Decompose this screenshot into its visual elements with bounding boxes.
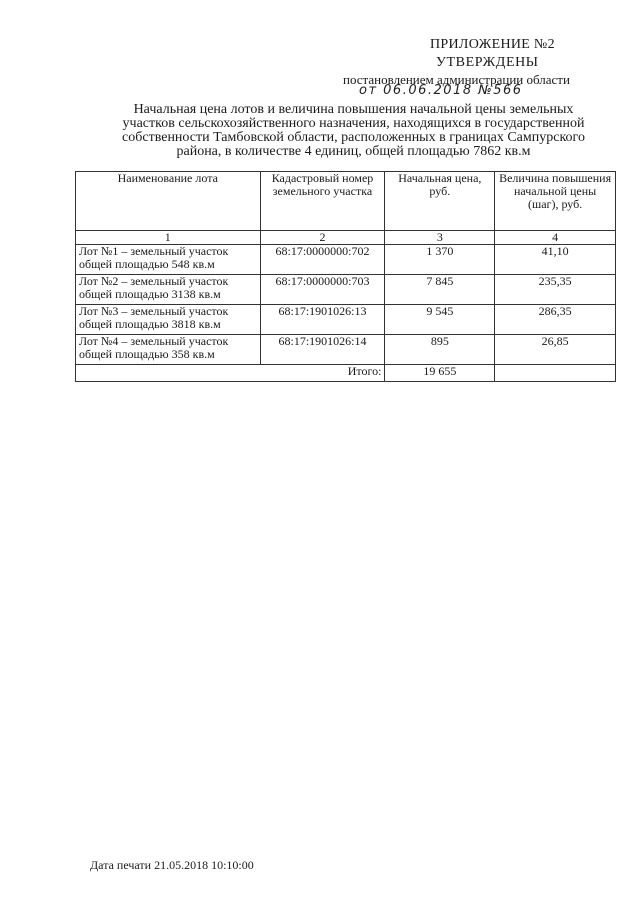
initial-price: 895 bbox=[385, 335, 495, 365]
price-step: 26,85 bbox=[495, 335, 616, 365]
lot-name: Лот №3 – земельный участок общей площадью 3818 кв.м bbox=[76, 305, 261, 335]
price-step: 286,35 bbox=[495, 305, 616, 335]
approved-label: УТВЕРЖДЕНЫ bbox=[436, 55, 539, 70]
document-heading bbox=[96, 103, 611, 159]
column-number: 2 bbox=[260, 231, 385, 245]
column-number: 3 bbox=[385, 231, 495, 245]
heading-line: собственности Тамбовской области, расположенных в границах Сампурского bbox=[122, 130, 585, 145]
table-header-row bbox=[76, 172, 616, 231]
price-step: 41,10 bbox=[495, 245, 616, 275]
table-row bbox=[76, 305, 616, 335]
total-label: Итого: bbox=[76, 365, 385, 382]
heading-line: Начальная цена лотов и величина повышения начальной цены земельных bbox=[133, 102, 574, 117]
handwritten-date-number: от 06.06.2018 №566 bbox=[359, 83, 523, 98]
initial-price: 7 845 bbox=[385, 275, 495, 305]
lot-name: Лот №4 – земельный участок общей площадью 358 кв.м bbox=[76, 335, 261, 365]
header-cadastral-number: Кадастровый номер земельного участка bbox=[260, 172, 385, 231]
cadastral-number: 68:17:0000000:702 bbox=[260, 245, 385, 275]
price-step: 235,35 bbox=[495, 275, 616, 305]
column-number: 1 bbox=[76, 231, 261, 245]
column-number: 4 bbox=[495, 231, 616, 245]
cadastral-number: 68:17:1901026:14 bbox=[260, 335, 385, 365]
print-date: Дата печати 21.05.2018 10:10:00 bbox=[90, 858, 254, 872]
lot-name: Лот №2 – земельный участок общей площадью 3138 кв.м bbox=[76, 275, 261, 305]
header-price-step: Величина повышения начальной цены (шаг), руб. bbox=[495, 172, 616, 231]
initial-price: 9 545 bbox=[385, 305, 495, 335]
heading-line: района, в количестве 4 единиц, общей площадью 7862 кв.м bbox=[176, 144, 531, 159]
appendix-title: ПРИЛОЖЕНИЕ №2 bbox=[430, 37, 555, 52]
lot-name: Лот №1 – земельный участок общей площадью 548 кв.м bbox=[76, 245, 261, 275]
header-initial-price: Начальная цена, руб. bbox=[385, 172, 495, 231]
total-empty-cell bbox=[495, 365, 616, 382]
table-row bbox=[76, 275, 616, 305]
lots-table bbox=[75, 171, 616, 382]
table-row bbox=[76, 335, 616, 365]
total-row bbox=[76, 365, 616, 382]
column-number-row bbox=[76, 231, 616, 245]
table-row bbox=[76, 245, 616, 275]
cadastral-number: 68:17:0000000:703 bbox=[260, 275, 385, 305]
cadastral-number: 68:17:1901026:13 bbox=[260, 305, 385, 335]
initial-price: 1 370 bbox=[385, 245, 495, 275]
heading-line: участков сельскохозяйственного назначения, находящихся в государственной bbox=[122, 116, 585, 131]
decree-line: постановлением администрации области bbox=[343, 72, 570, 87]
header-lot-name: Наименование лота bbox=[76, 172, 261, 231]
total-value: 19 655 bbox=[385, 365, 495, 382]
